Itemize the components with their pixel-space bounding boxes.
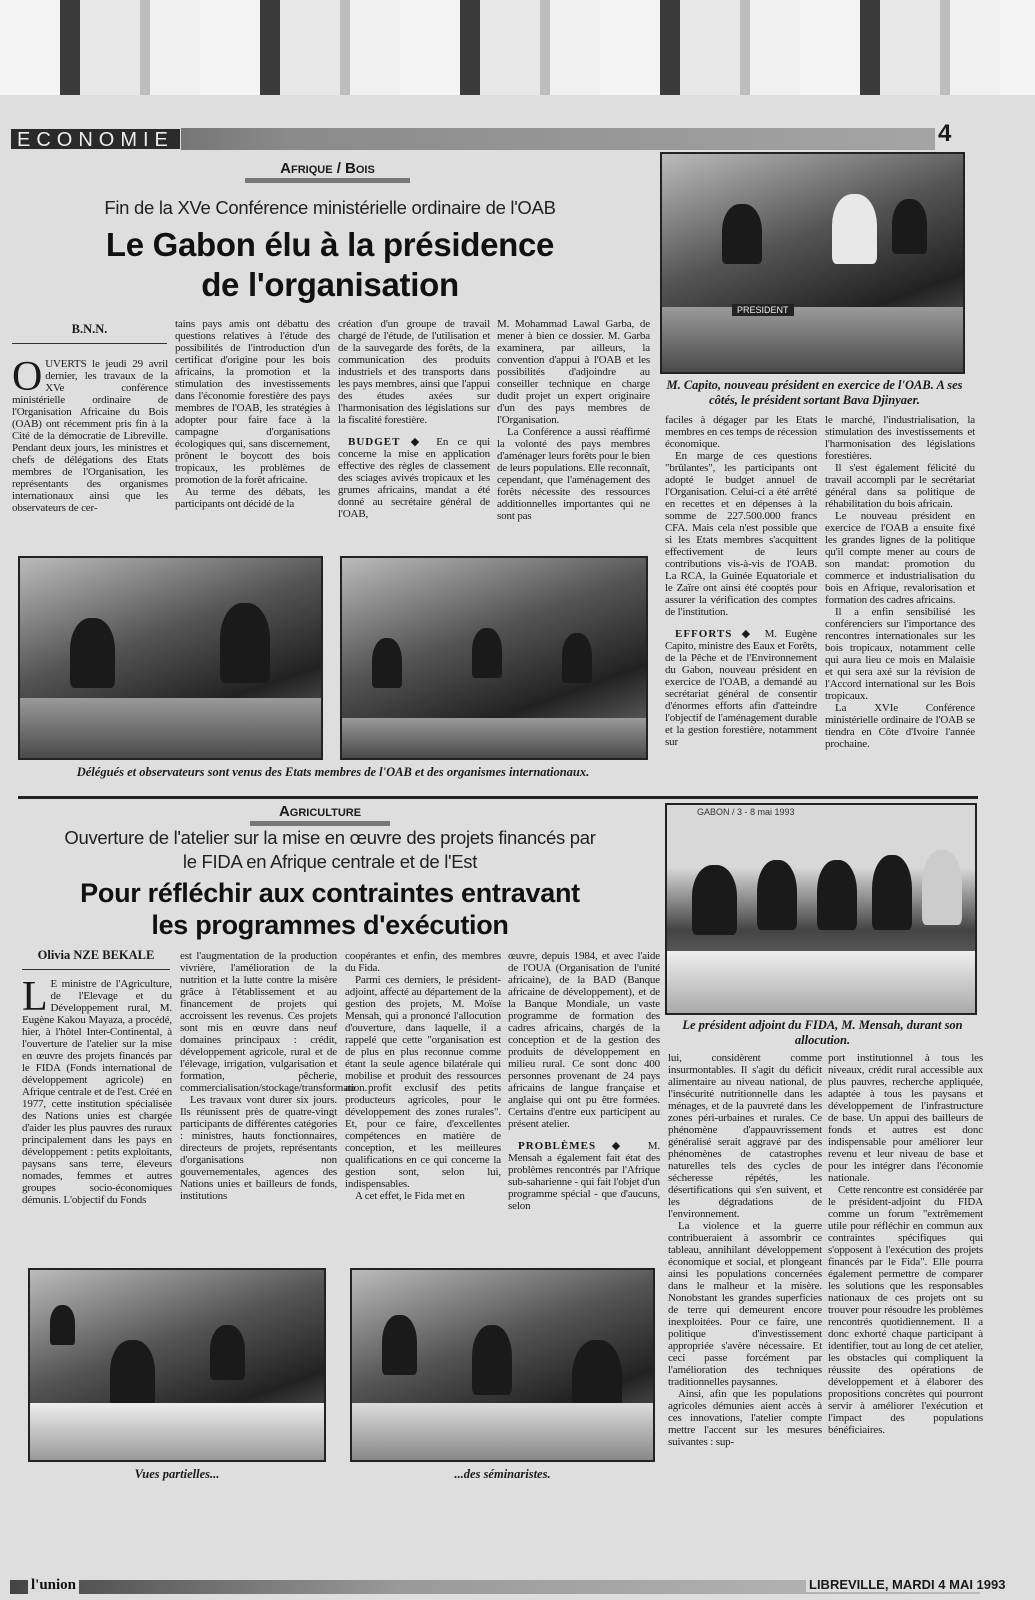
- paragraph: [180, 950, 368, 1094]
- paragraph-text: Parmi ces derniers, le président-adjoint, affecté au département de la gestion des projets, M. Moïse Mensah, qui a prononcé l'allocution d'ouverture, dans laquelle, il a rappelé que cette "organisation est de plus en plus reconnue comme étant la seule agence bilatérale qui mobilise et produit des ressources au profit exclusif des petits producteurs agricoles, pour le développement des zones rurales". Et, pour ce faire, d'excellentes compétences en matière de conception, et les meilleures qualifications en ce qui concerne la gestion sont, selon lui, indispensables.: [345, 974, 501, 1190]
- paragraph-text: M. Eugène Capito, ministre des Eaux et Forêts, de la Pêche et de l'Environnement du Gabon, nouveau président en exercice de l'OAB, a demandé au secrétariat général de consentir d'énormes efforts afin d'atteindre l'objectif de l'aménagement durable et la gestion forestière, notamment sur: [665, 628, 817, 748]
- paragraph: [497, 426, 650, 522]
- paragraph-text: création d'un groupe de travail chargé de l'étude, de l'utilisation et de la sauvegarde des forêts, de la communication des produits industriels et des transports dans les pays membres, ainsi que l'appui des études axées sur l'harmonisation des législations sur la fiscalité forestière.: [338, 318, 490, 426]
- article2-column-3: [345, 950, 501, 1202]
- paragraph: [338, 436, 490, 520]
- scan-background: [0, 0, 1035, 110]
- article2-deck-2: le FIDA en Afrique centrale et de l'Est: [182, 851, 478, 872]
- subhead-lead: PROBLÈMES ◆: [518, 1140, 634, 1152]
- article2-column-5: [668, 1052, 822, 1448]
- photo-mensah: [665, 803, 977, 1015]
- paragraph-text: le marché, l'industrialisation, la stimulation des investissements et l'harmonisation des législations forestières.: [825, 414, 975, 462]
- paragraph-text: œuvre, depuis 1984, et avec l'aide de l'OUA (Organisation de l'unité africaine), de la BAD (Banque africaine de développement), et de la Banque Mondiale, un vaste programme de formation des cadres africains, chargés de la conception et de la gestion des produits de développement en milieu rural. Ce sont donc 400 personnes provenant de 24 pays africains de langue française et anglaise qui ont pu être formées. Certains d'entre eux participent au présent atelier.: [508, 950, 660, 1130]
- photo-date-stamp: GABON / 3 - 8 mai 1993: [697, 807, 795, 817]
- drop-cap: L: [22, 974, 48, 1020]
- paragraph: [828, 1184, 983, 1436]
- paragraph-text: A cet effet, le Fida met en: [355, 1190, 465, 1202]
- paragraph: [345, 950, 501, 974]
- paragraph: [828, 1052, 983, 1184]
- paragraph: [825, 510, 975, 606]
- article2-kicker: Agriculture: [250, 803, 390, 826]
- paragraph: [345, 1190, 501, 1202]
- paragraph-text: port institutionnel à tous les niveaux, crédit rural accessible aux plus pauvres, recherche appliquée, adaptée à tous les paysans et développement de l'infrastructure de base. Un appui des bailleurs de fonds et autres est donc indispensable pour améliorer leur revenu et leur niveau de base et pour les intégrer dans l'économie nationale.: [828, 1052, 983, 1184]
- paragraph: [180, 1094, 337, 1202]
- paragraph: [668, 1220, 822, 1388]
- article2-column-4: [508, 950, 660, 1212]
- paragraph-text: Ainsi, afin que les populations agricoles démunies aient accès à ces innovations, l'atelier compte mettre l'accent sur les mesures suivantes : sup-: [668, 1388, 822, 1448]
- paragraph-text: faciles à dégager par les Etats membres en ces temps de récession économique.: [665, 414, 817, 450]
- drop-cap: O: [12, 354, 43, 400]
- paragraph: [338, 318, 490, 426]
- photo-capito: [660, 152, 965, 374]
- photo-seminar-1: [28, 1268, 326, 1462]
- paragraph: [665, 450, 817, 618]
- paragraph: [665, 628, 817, 748]
- paragraph-text: Il s'est également félicité du travail accompli par le secrétariat général dans sa politique de réhabilitation du bois africain.: [825, 462, 975, 510]
- photo-seminar-2-caption: ...des séminaristes.: [454, 1467, 551, 1481]
- article1-column-6: [825, 414, 975, 750]
- paragraph-text: La Conférence a aussi réaffirmé la volonté des pays membres d'aménager leurs forêts pour le bien de leurs populations. Elle reconnaît, cependant, que l'aménagement des forêts nécessite des ressources additionnelles importantes qui ne sont pas: [497, 426, 650, 522]
- article1-headline-1: Le Gabon élu à la présidence: [105, 226, 555, 263]
- article1-column-5: [665, 414, 817, 748]
- paragraph: [508, 1140, 660, 1212]
- paragraph-text: Les travaux vont durer six jours. Ils réunissent près de quatre-vingt participants de différentes catégories : ministres, hauts fonctionnaires, directeurs de projets, représentants d'organisations non gouvernementales, agences des Nations unies et bailleurs de fonds, institutions: [180, 1094, 337, 1202]
- paragraph-text: Il a enfin sensibilisé les conférenciers sur l'importance des rencontres internationales sur les bois tropicaux, notamment celle qui aura lieu ce mois en Malaisie et qui sera axé sur la révision de l'Accord international sur les Bois tropicaux.: [825, 606, 975, 702]
- paragraph: [825, 414, 975, 462]
- paragraph: [665, 414, 817, 450]
- article2-column-2: [180, 950, 368, 1202]
- subhead-lead: EFFORTS ◆: [675, 628, 757, 640]
- photos-delegates-caption: Délégués et observateurs sont venus des Etats membres de l'OAB et des organismes internationaux.: [76, 765, 590, 779]
- photo-seminar-1-caption: Vues partielles...: [134, 1467, 220, 1481]
- subhead-lead: BUDGET ◆: [348, 436, 427, 448]
- paragraph-text: coopérantes et enfin, des membres du Fida.: [345, 950, 501, 974]
- paragraph: [175, 486, 330, 510]
- article2-byline: Olivia NZE BEKALE: [22, 948, 170, 970]
- newspaper-logo: l'union: [28, 1577, 79, 1594]
- paragraph-text: M. Mensah a également fait état des problèmes rencontrés par l'Afrique sub-saharienne - qui fait l'objet d'un programme spécial - que d'aucuns, selon: [508, 1140, 660, 1212]
- article2-deck-1: Ouverture de l'atelier sur la mise en œuvre des projets financés par: [64, 827, 596, 848]
- paragraph-text: En marge de ces questions "brûlantes", les participants ont adopté le budget annuel de l'Organisation. Celui-ci a été arrêté en recettes et en dépenses à la somme de 227.500.000 francs CFA. Mais cela n'est possible que si les Etats membres s'acquittent effectivement de leurs contributions vis-à-vis de l'OAB. La RCA, la Guinée Equatoriale et le Zaïre ont ainsi été cooptés pour assurer la vérification des comptes de l'institution.: [665, 450, 817, 618]
- paragraph: [22, 974, 172, 1206]
- paragraph: [508, 950, 660, 1130]
- page-number: 4: [938, 120, 952, 147]
- article1-column-3: [338, 318, 490, 520]
- section-label: ECONOMIE: [10, 128, 181, 150]
- article1-column-1: [12, 354, 168, 514]
- paragraph-text: est l'augmentation de la production vivrière, l'amélioration de la nutrition et la lutte contre la misère grâce à l'établissement et au financement de projets qui accroissent les revenus. Ces projets sont mis en œuvre dans neuf domaines principaux : crédit, développement agricole, rural et de l'élevage, irrigation, vulgarisation et formation, pêcherie, commercialisation/stockage/transformation.: [180, 950, 368, 1094]
- paragraph-text: tains pays amis ont débattu des questions relatives à l'étude des possibilités de l'introduction d'un certificat d'origine pour les bois africains, la promotion et la stimulation des investissements dans l'économie forestière des pays membres de l'OAB, les stratégies à adopter pour faire face à la campagne d'organisations écologiques qui, sans discernement, prônent le boycott des bois tropicaux, les problèmes de promotion de la forêt africaine.: [175, 318, 330, 486]
- paragraph-text: UVERTS le jeudi 29 avril dernier, les travaux de la XVe conférence ministérielle ordinaire de l'Organisation Africaine du Bois (OAB) ont récemment pris fin à la Cité de la démocratie de Libreville. Pendant deux jours, les ministres et chefs de délégations des Etats membres de l'Organisation, les représentants des organismes internationaux ainsi que les observateurs de cer-: [12, 358, 168, 514]
- section-divider: [18, 796, 978, 799]
- paragraph-text: Cette rencontre est considérée par le président-adjoint du FIDA comme un forum "extrêmement utile pour réfléchir en commun aux contraintes spécifiques qui s'opposent à l'exécution des projets financés par le Fida". Elle pourra également permettre de comparer les solutions que les responsables nationaux de ces projets ont su trouver pour résoudre les problèmes rencontrés quotidiennement. Il a donc exhorté chaque participant à identifier, tout au long de cet atelier, les obstacles qui compliquent la réussite des opérations de développement et à élaborer des propositions concrètes qui pourront servir à améliorer l'exécution et l'impact des populations bénéficiaires.: [828, 1184, 983, 1436]
- paragraph: [668, 1388, 822, 1448]
- paragraph: [825, 606, 975, 702]
- article1-deck: Fin de la XVe Conférence ministérielle ordinaire de l'OAB: [104, 197, 556, 218]
- paragraph-text: En ce qui concerne la mise en application effective des règles de classement des sciages avivés tropicaux et les grumes africains, mandat a été donné au secrétaire général de l'OAB,: [338, 436, 490, 520]
- paragraph-text: La XVIe Conférence ministérielle ordinaire de l'OAB se tiendra en Côte d'Ivoire l'année prochaine.: [825, 702, 975, 750]
- article1-byline: B.N.N.: [12, 322, 167, 344]
- paragraph-text: Au terme des débats, les participants ont décidé de la: [175, 486, 330, 510]
- photo-delegates-1: [18, 556, 323, 760]
- photo-capito-caption: M. Capito, nouveau président en exercice de l'OAB. A ses côtés, le président sortant Bava Djinyaer.: [666, 378, 963, 407]
- paragraph-text: M. Mohammad Lawal Garba, de mener à bien ce dossier. M. Garba examinera, par ailleurs, la convention d'appui à l'OAB et les possibilités d'adjoindre au conseiller technique en charge dudit projet un expert originaire d'un des pays membres de l'Organisation.: [497, 318, 650, 426]
- article2-headline-2: les programmes d'exécution: [151, 910, 509, 940]
- paragraph-text: La violence et la guerre contribueraient à assombrir ce tableau, annihilant développement économique et social, et plongeant ainsi les populations concernées dans le malheur et la misère. Nonobstant les grandes superficies de terre qui demeurent encore inexploitées. Pour ce faire, une politique d'investissement appropriée s'avère nécessaire. Et ceci passe forcément par l'amélioration des techniques traditionnelles paysannes.: [668, 1220, 822, 1388]
- article1-column-2: [175, 318, 330, 510]
- article2-column-1: [22, 974, 172, 1206]
- paragraph: [668, 1052, 822, 1220]
- article1-kicker: Afrique / Bois: [245, 160, 410, 183]
- paragraph-text: Le nouveau président en exercice de l'OAB a ensuite fixé les grandes lignes de la politique qu'il compte mener au cours de son mandat: promotion du commerce et industrialisation du bois en Afrique, revalorisation et formation des cadres africains.: [825, 510, 975, 606]
- paragraph-text: lui, considèrent comme insurmontables. Il s'agit du déficit alimentaire au niveau national, de l'insécurité nutritionnelle dans les ménages, et de la pauvreté dans les zones péri-urbaines et rurales. Ce phénomène d'appauvrissement généralisé serait aggravé par des phénomènes de catastrophes naturelles tels des cycles de sécheresse répétés, les désertifications qui s'en suivent, et les dégradations de l'environnement.: [668, 1052, 822, 1220]
- president-sign: PRESIDENT: [732, 304, 794, 316]
- article1-headline-2: de l'organisation: [201, 266, 459, 303]
- article1-column-4: [497, 318, 650, 522]
- photo-seminar-2: [350, 1268, 655, 1462]
- article2-column-6: [828, 1052, 983, 1436]
- photo-mensah-caption: Le président adjoint du FIDA, M. Mensah, durant son allocution.: [682, 1018, 963, 1047]
- paragraph: [497, 318, 650, 426]
- issue-date: LIBREVILLE, MARDI 4 MAI 1993: [806, 1577, 1008, 1592]
- photo-delegates-2: [340, 556, 648, 760]
- paragraph: [175, 318, 330, 486]
- article2-headline-1: Pour réfléchir aux contraintes entravant: [80, 878, 580, 908]
- paragraph: [345, 974, 501, 1190]
- paragraph-text: E ministre de l'Agriculture, de l'Elevage et du Développement rural, M. Eugène Kakou Mayaza, a procédé, hier, à l'hôtel Inter-Continental, à l'ouverture de l'atelier sur la mise en œuvre des projets financés par le FIDA (Fonds international de développement agricole) en Afrique centrale et de l'est. Créé en 1977, cette institution spécialisée des Nations unies est chargée d'aider les plus pauvres des ruraux principalement dans les pays en développement : petits exploitants, paysans sans terre, éleveurs nomades, femmes et autres groupes socio-économiques démunis. L'objectif du Fonds: [22, 978, 172, 1206]
- paragraph: [825, 702, 975, 750]
- paragraph: [12, 354, 168, 514]
- paragraph: [825, 462, 975, 510]
